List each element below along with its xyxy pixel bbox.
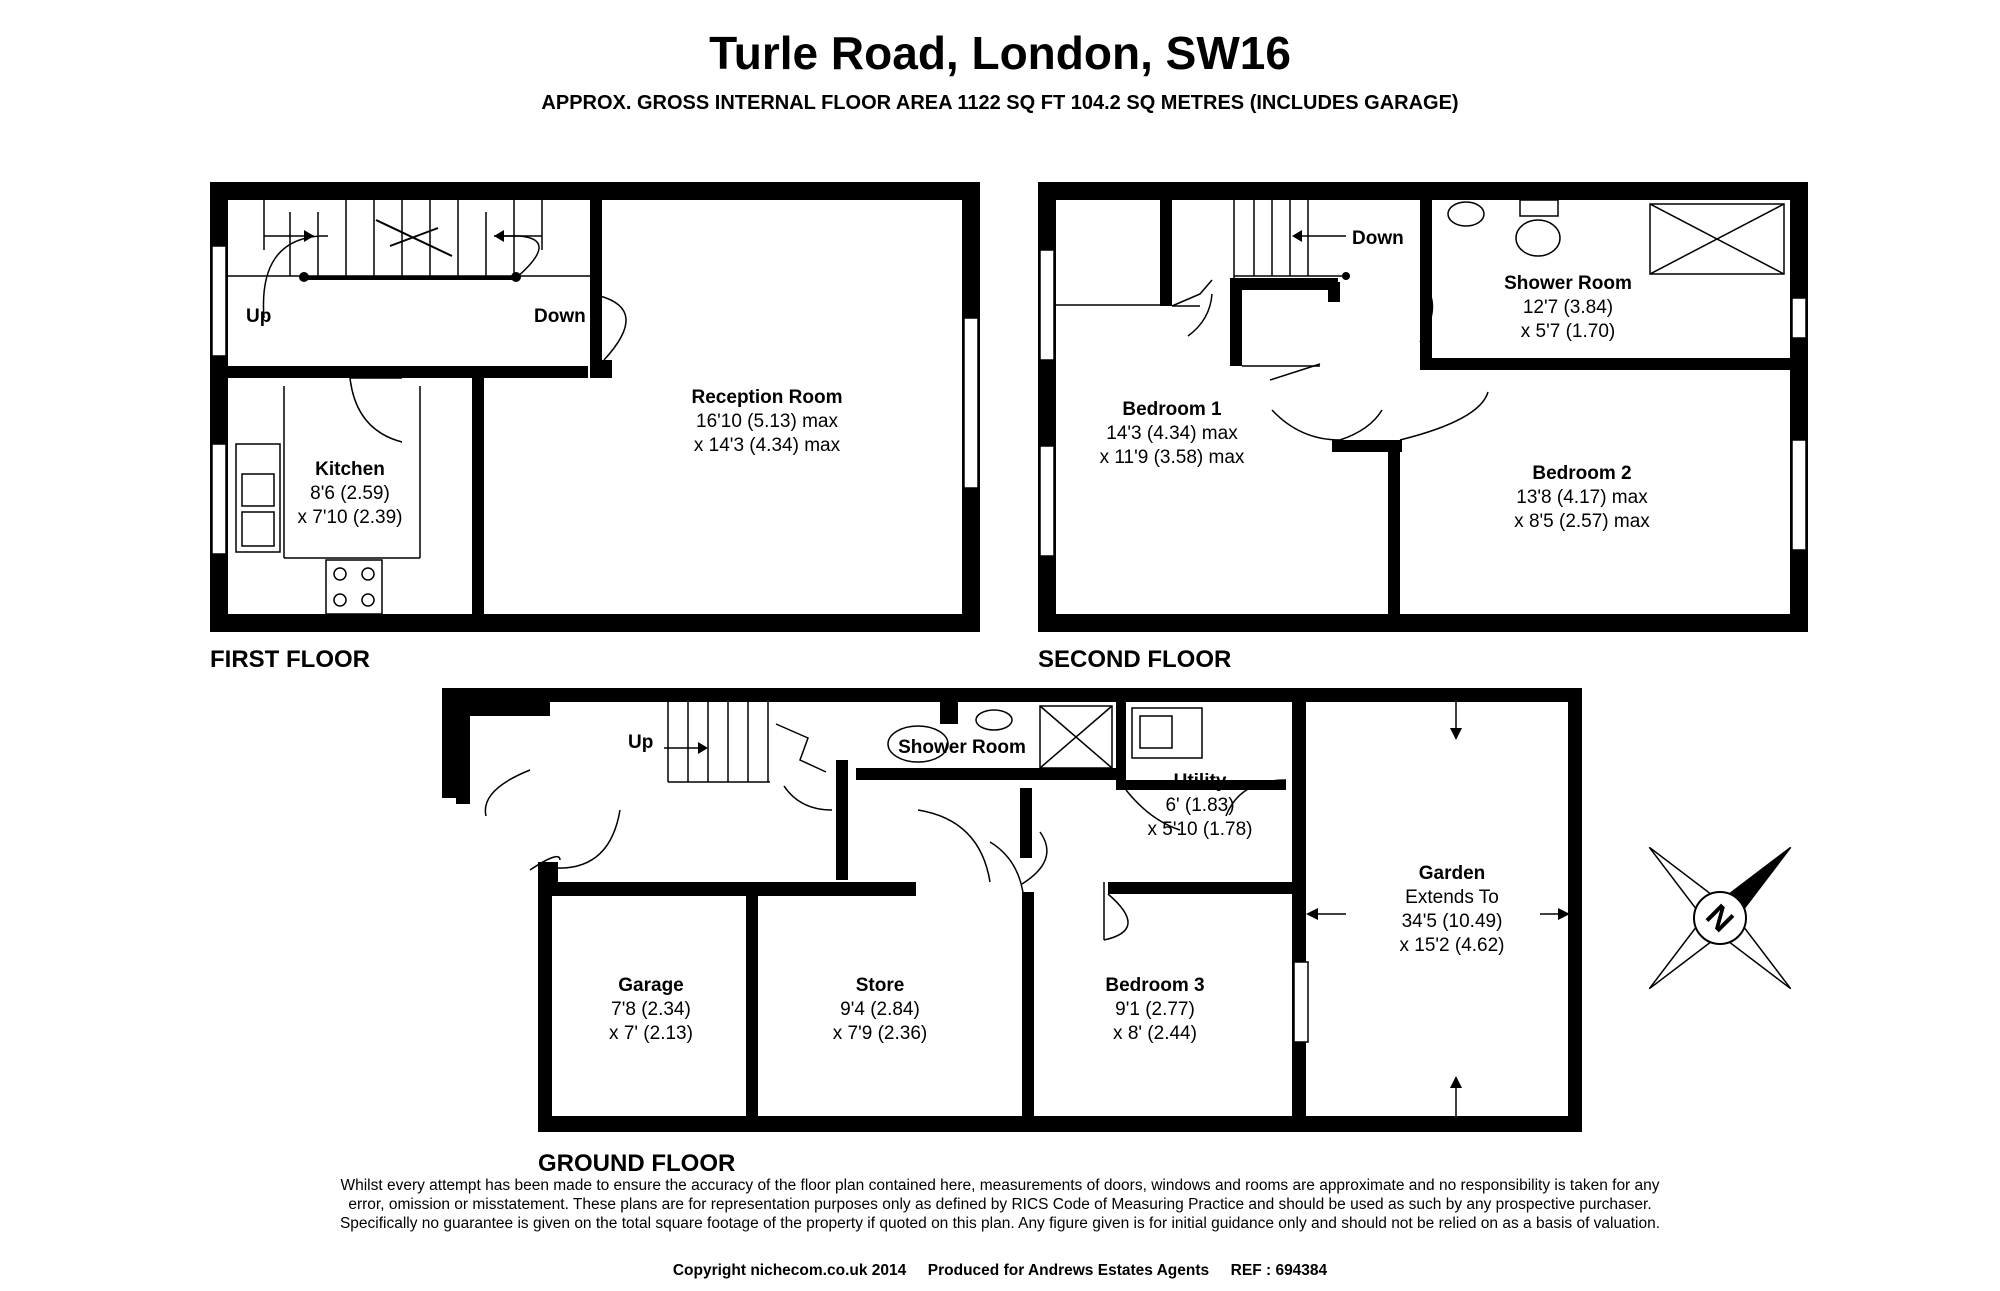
room-dim: 14'3 (4.34) max [1106, 423, 1238, 444]
room-bedroom-3 [1105, 974, 1204, 1046]
room-garage [609, 974, 693, 1046]
room-dim: x 7'9 (2.36) [832, 1023, 928, 1044]
stairs-up-label-ground: Up [628, 732, 654, 753]
room-dim: x 14'3 (4.34) max [693, 435, 841, 456]
first-floor-label: FIRST FLOOR [210, 646, 370, 673]
room-name: Bedroom 2 [1532, 463, 1632, 484]
room-dim: x 5'7 (1.70) [1520, 321, 1616, 342]
room-store [833, 974, 927, 1046]
plan-title: Turle Road, London, SW16 [709, 27, 1291, 79]
ground-floor-label: GROUND FLOOR [538, 1150, 736, 1177]
room-name: Shower Room [898, 737, 1026, 758]
stairs-down-label: Down [534, 306, 586, 327]
room-dim: Extends To [1405, 887, 1499, 908]
room-garden [1399, 862, 1504, 958]
room-dim: x 7' (2.13) [609, 1023, 693, 1044]
room-dim: 9'4 (2.84) [840, 999, 920, 1020]
room-shower-second [1504, 272, 1632, 344]
room-name: Bedroom 1 [1122, 399, 1222, 420]
room-dim: x 8' (2.44) [1113, 1023, 1197, 1044]
room-dim: 16'10 (5.13) max [696, 411, 838, 432]
disclaimer-line: Whilst every attempt has been made to ensure the accuracy of the floor plan contained here, measurements of doors, windows and rooms are approximate and no responsibility is taken for any [340, 1177, 1660, 1194]
room-dim: x 8'5 (2.57) max [1514, 511, 1650, 532]
room-dim: 6' (1.83) [1165, 795, 1235, 816]
room-name: Utility [1173, 771, 1227, 792]
second-floor-label: SECOND FLOOR [1038, 646, 1232, 673]
room-bedroom-1 [1100, 398, 1245, 470]
room-name: Store [855, 975, 905, 996]
stairs-up-label: Up [246, 306, 272, 327]
compass-rose [1579, 777, 1862, 1060]
room-shower-ground [898, 736, 1026, 760]
copyright-footer: Copyright nichecom.co.uk 2014 Produced for Andrews Estates Agents REF : 694384 [672, 1262, 1328, 1279]
room-dim: 13'8 (4.17) max [1516, 487, 1648, 508]
room-dim: 9'1 (2.77) [1115, 999, 1195, 1020]
room-bedroom-2 [1514, 462, 1650, 534]
disclaimer [0, 1176, 2000, 1233]
room-dim: 7'8 (2.34) [611, 999, 691, 1020]
room-name: Shower Room [1504, 273, 1632, 294]
room-name: Garden [1418, 863, 1486, 884]
room-name: Reception Room [691, 387, 843, 408]
room-dim: 12'7 (3.84) [1522, 297, 1614, 318]
room-utility [1147, 770, 1252, 842]
room-dim: x 11'9 (3.58) max [1099, 447, 1245, 468]
room-dim: x 15'2 (4.62) [1399, 935, 1505, 956]
stairs-down-label-second: Down [1352, 228, 1404, 249]
room-dim: 8'6 (2.59) [310, 483, 390, 504]
room-dim: x 5'10 (1.78) [1147, 819, 1253, 840]
room-dim: x 7'10 (2.39) [297, 507, 403, 528]
floor-area-subtitle: APPROX. GROSS INTERNAL FLOOR AREA 1122 SQ FT 104.2 SQ METRES (INCLUDES GARAGE) [541, 92, 1459, 114]
room-dim: 34'5 (10.49) [1401, 911, 1503, 932]
room-reception [692, 386, 843, 458]
disclaimer-line: error, omission or misstatement. These plans are for representation purposes only as defined by RICS Code of Measuring Practice and should be used as such by any prospective purchaser. [348, 1196, 1652, 1213]
room-kitchen [297, 458, 402, 530]
room-name: Bedroom 3 [1105, 975, 1205, 996]
room-name: Garage [618, 975, 684, 996]
compass-letter: N [1699, 897, 1741, 939]
room-name: Kitchen [315, 459, 385, 480]
disclaimer-line: Specifically no guarantee is given on the total square footage of the property if quoted on this plan. Any figure given is for initial guidance only and should not be relied on as a basis of valuation. [339, 1215, 1661, 1232]
